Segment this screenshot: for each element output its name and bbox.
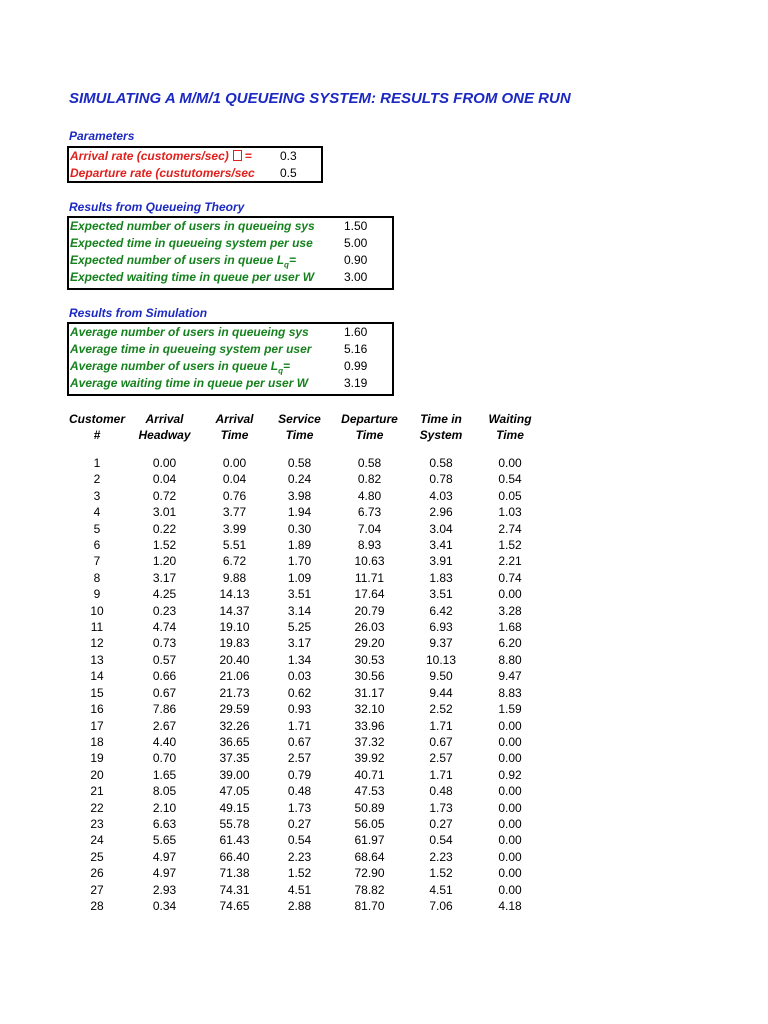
- table-row: [67, 701, 545, 717]
- theory-value-2: 0.90: [344, 253, 368, 267]
- cell-arrival-headway: 0.67: [152, 685, 177, 700]
- cell-time-in-system: 7.06: [429, 898, 453, 913]
- cell-departure-time: 72.90: [354, 866, 385, 881]
- cell-departure-time: 32.10: [354, 702, 385, 717]
- cell-arrival-headway: 5.65: [152, 833, 177, 848]
- table-row: [67, 718, 545, 734]
- cell-service-time: 0.27: [287, 816, 312, 831]
- cell-customer: 19: [90, 751, 104, 766]
- page-title: SIMULATING A M/M/1 QUEUEING SYSTEM: RESULTS FROM ONE RUN: [69, 90, 571, 107]
- cell-waiting-time: 1.52: [498, 538, 522, 553]
- table-row: [67, 586, 545, 602]
- simulation-row: [69, 358, 392, 375]
- cell-arrival-headway: 0.34: [152, 898, 177, 913]
- cell-waiting-time: 0.00: [498, 718, 522, 733]
- cell-arrival-time: 3.77: [222, 505, 247, 520]
- cell-arrival-time: 5.51: [222, 538, 247, 553]
- cell-time-in-system: 4.51: [429, 882, 453, 897]
- cell-time-in-system: 9.44: [429, 685, 453, 700]
- cell-departure-time: 6.73: [357, 505, 382, 520]
- cell-arrival-time: 32.26: [219, 718, 250, 733]
- cell-service-time: 4.51: [287, 882, 312, 897]
- theory-row: [69, 252, 392, 269]
- cell-service-time: 0.48: [287, 784, 312, 799]
- header-waiting-time-line: Waiting: [488, 412, 532, 426]
- cell-customer: 2: [93, 472, 101, 487]
- cell-service-time: 1.71: [287, 718, 312, 733]
- theory-value-3: 3.00: [344, 270, 368, 284]
- cell-departure-time: 81.70: [354, 898, 385, 913]
- cell-time-in-system: 1.73: [429, 800, 453, 815]
- cell-arrival-headway: 1.20: [152, 554, 177, 569]
- cell-customer: 18: [90, 734, 104, 749]
- cell-arrival-headway: 4.97: [152, 849, 177, 864]
- cell-departure-time: 68.64: [354, 849, 385, 864]
- cell-waiting-time: 0.00: [498, 866, 522, 881]
- cell-waiting-time: 0.00: [498, 800, 522, 815]
- table-row: [67, 521, 545, 537]
- cell-departure-time: 50.89: [354, 800, 385, 815]
- table-row: [67, 783, 545, 799]
- arrival-rate-equals: =: [244, 149, 252, 163]
- table-row: [67, 603, 545, 619]
- cell-service-time: 3.14: [287, 603, 312, 618]
- cell-customer: 10: [90, 603, 104, 618]
- cell-time-in-system: 9.50: [429, 669, 453, 684]
- cell-service-time: 0.30: [287, 521, 312, 536]
- cell-waiting-time: 0.00: [498, 816, 522, 831]
- cell-customer: 15: [90, 685, 104, 700]
- cell-service-time: 2.23: [287, 849, 312, 864]
- cell-customer: 16: [90, 702, 104, 717]
- cell-arrival-time: 66.40: [219, 849, 250, 864]
- header-waiting-time: [475, 411, 545, 455]
- header-waiting-time-line: Time: [496, 428, 524, 442]
- table-header-row: [67, 411, 545, 455]
- cell-departure-time: 37.32: [354, 734, 385, 749]
- table-row: [67, 816, 545, 832]
- cell-time-in-system: 0.58: [429, 456, 453, 470]
- cell-customer: 14: [90, 669, 104, 684]
- header-arrival-time: [202, 411, 267, 455]
- cell-customer: 27: [90, 882, 104, 897]
- cell-customer: 17: [90, 718, 104, 733]
- cell-departure-time: 78.82: [354, 882, 385, 897]
- cell-service-time: 1.73: [287, 800, 312, 815]
- cell-time-in-system: 3.04: [429, 521, 453, 536]
- cell-time-in-system: 2.52: [429, 702, 453, 717]
- cell-arrival-headway: 3.17: [152, 570, 177, 585]
- cell-time-in-system: 4.03: [429, 488, 453, 503]
- simulation-value-1: 5.16: [344, 342, 368, 356]
- cell-waiting-time: 0.00: [498, 833, 522, 848]
- header-time-in-system-line: Time in: [420, 412, 462, 426]
- table-row: [67, 553, 545, 569]
- header-arrival-time-line: Time: [220, 428, 249, 442]
- cell-arrival-headway: 6.63: [152, 816, 177, 831]
- header-departure-time-line: Departure: [341, 412, 398, 426]
- cell-arrival-time: 49.15: [219, 800, 250, 815]
- theory-row: [69, 218, 392, 235]
- cell-time-in-system: 2.57: [429, 751, 453, 766]
- cell-departure-time: 11.71: [354, 570, 385, 585]
- table-row: [67, 882, 545, 898]
- simulation-row: [69, 324, 392, 341]
- cell-arrival-headway: 0.00: [152, 456, 177, 470]
- cell-arrival-headway: 4.74: [152, 620, 177, 635]
- theory-label-2-suffix: =: [288, 253, 296, 267]
- cell-service-time: 0.62: [287, 685, 312, 700]
- cell-departure-time: 7.04: [357, 521, 382, 536]
- cell-arrival-time: 21.73: [219, 685, 250, 700]
- cell-service-time: 2.88: [287, 898, 312, 913]
- cell-arrival-time: 55.78: [219, 816, 250, 831]
- cell-service-time: 1.94: [287, 505, 312, 520]
- cell-waiting-time: 6.20: [498, 636, 522, 651]
- cell-departure-time: 29.20: [354, 636, 385, 651]
- cell-arrival-headway: 1.52: [152, 538, 177, 553]
- cell-time-in-system: 6.93: [429, 620, 453, 635]
- cell-customer: 21: [90, 784, 104, 799]
- header-departure-time: [332, 411, 407, 455]
- cell-departure-time: 40.71: [354, 767, 385, 782]
- header-arrival-headway: [127, 411, 202, 455]
- cell-arrival-headway: 4.25: [152, 587, 177, 602]
- theory-row: [69, 269, 392, 286]
- cell-customer: 4: [93, 505, 101, 520]
- cell-arrival-headway: 0.23: [152, 603, 177, 618]
- cell-departure-time: 0.82: [357, 472, 382, 487]
- cell-arrival-time: 19.10: [219, 620, 250, 635]
- table-row: [67, 471, 545, 487]
- cell-arrival-headway: 0.73: [152, 636, 177, 651]
- theory-label: Results from Queueing Theory: [69, 200, 245, 214]
- cell-arrival-time: 21.06: [219, 669, 250, 684]
- simulation-row: [69, 341, 392, 358]
- cell-time-in-system: 1.71: [429, 767, 453, 782]
- cell-waiting-time: 8.80: [498, 652, 522, 667]
- header-time-in-system: [407, 411, 475, 455]
- cell-customer: 3: [93, 488, 101, 503]
- cell-service-time: 5.25: [287, 620, 312, 635]
- cell-service-time: 2.57: [287, 751, 312, 766]
- cell-arrival-time: 29.59: [219, 702, 250, 717]
- cell-arrival-time: 47.05: [219, 784, 250, 799]
- simulation-label-2-suffix: =: [282, 359, 290, 373]
- cell-waiting-time: 0.74: [498, 570, 522, 585]
- cell-departure-time: 33.96: [354, 718, 385, 733]
- table-row: [67, 619, 545, 635]
- table-body: [67, 455, 545, 914]
- simulation-label-1: Average time in queueing system per user: [70, 342, 312, 356]
- cell-waiting-time: 0.05: [498, 488, 522, 503]
- theory-row: [69, 235, 392, 252]
- cell-customer: 6: [93, 538, 101, 553]
- cell-time-in-system: 3.91: [429, 554, 453, 569]
- cell-service-time: 0.79: [287, 767, 312, 782]
- cell-time-in-system: 0.78: [429, 472, 453, 487]
- cell-customer: 12: [90, 636, 104, 651]
- cell-arrival-headway: 0.22: [152, 521, 177, 536]
- cell-customer: 13: [90, 652, 104, 667]
- header-departure-time-line: Time: [355, 428, 384, 442]
- table-row: [67, 652, 545, 668]
- departure-rate-value: 0.5: [280, 166, 297, 180]
- cell-waiting-time: 0.00: [498, 751, 522, 766]
- cell-arrival-headway: 0.72: [152, 488, 177, 503]
- cell-arrival-headway: 4.97: [152, 866, 177, 881]
- cell-time-in-system: 3.51: [429, 587, 453, 602]
- table-row: [67, 865, 545, 881]
- header-customer-line: #: [93, 428, 101, 442]
- simulation-label-0: Average number of users in queueing sys: [70, 325, 309, 339]
- cell-service-time: 0.93: [287, 702, 312, 717]
- table-row: [67, 898, 545, 914]
- header-service-time-line: Time: [285, 428, 314, 442]
- cell-arrival-time: 20.40: [219, 652, 250, 667]
- parameters-label: Parameters: [69, 129, 135, 143]
- simulation-box: [67, 322, 394, 396]
- theory-label-0: Expected number of users in queueing sys: [70, 219, 315, 233]
- cell-arrival-headway: 0.66: [152, 669, 177, 684]
- cell-time-in-system: 0.27: [429, 816, 453, 831]
- cell-customer: 9: [93, 587, 101, 602]
- cell-customer: 1: [93, 456, 101, 470]
- cell-waiting-time: 2.21: [498, 554, 522, 569]
- cell-waiting-time: 0.00: [498, 456, 522, 470]
- cell-waiting-time: 0.92: [498, 767, 522, 782]
- cell-customer: 28: [90, 898, 104, 913]
- cell-arrival-time: 37.35: [219, 751, 250, 766]
- simulation-label-2: Average number of users in queue L: [70, 359, 279, 373]
- table-row: [67, 767, 545, 783]
- cell-departure-time: 26.03: [354, 620, 385, 635]
- table-row: [67, 800, 545, 816]
- cell-service-time: 0.58: [287, 456, 312, 470]
- theory-label-3: Expected waiting time in queue per user W: [70, 270, 315, 284]
- cell-service-time: 0.03: [287, 669, 312, 684]
- simulation-row: [69, 375, 392, 392]
- cell-time-in-system: 9.37: [429, 636, 453, 651]
- arrival-rate-row: [69, 148, 321, 165]
- cell-arrival-time: 74.31: [219, 882, 250, 897]
- cell-time-in-system: 3.41: [429, 538, 453, 553]
- simulation-value-0: 1.60: [344, 325, 368, 339]
- table-row: [67, 750, 545, 766]
- cell-waiting-time: 1.03: [498, 505, 522, 520]
- lambda-symbol-icon: [233, 150, 242, 161]
- cell-customer: 24: [90, 833, 104, 848]
- arrival-rate-label: Arrival rate (customers/sec): [70, 149, 229, 163]
- cell-customer: 7: [93, 554, 101, 569]
- cell-service-time: 3.51: [287, 587, 312, 602]
- header-customer-line: Customer: [68, 412, 125, 426]
- cell-waiting-time: 2.74: [498, 521, 522, 536]
- cell-arrival-headway: 2.10: [152, 800, 177, 815]
- arrival-rate-value: 0.3: [280, 149, 297, 163]
- header-service-time-line: Service: [278, 412, 321, 426]
- cell-waiting-time: 1.68: [498, 620, 522, 635]
- cell-departure-time: 17.64: [354, 587, 385, 602]
- cell-arrival-time: 36.65: [219, 734, 250, 749]
- table-row: [67, 488, 545, 504]
- cell-arrival-time: 61.43: [219, 833, 250, 848]
- table-row: [67, 685, 545, 701]
- cell-departure-time: 47.53: [354, 784, 385, 799]
- cell-waiting-time: 0.00: [498, 784, 522, 799]
- header-arrival-headway-line: Arrival: [145, 412, 184, 426]
- cell-service-time: 1.52: [287, 866, 312, 881]
- cell-departure-time: 31.17: [354, 685, 385, 700]
- cell-service-time: 1.89: [287, 538, 312, 553]
- table-row: [67, 849, 545, 865]
- cell-departure-time: 10.63: [354, 554, 385, 569]
- cell-arrival-time: 39.00: [219, 767, 250, 782]
- cell-customer: 26: [90, 866, 104, 881]
- header-service-time: [267, 411, 332, 455]
- header-arrival-headway-line: Headway: [138, 428, 191, 442]
- theory-value-1: 5.00: [344, 236, 368, 250]
- simulation-label-2-sub: q: [278, 366, 283, 376]
- cell-arrival-time: 3.99: [222, 521, 247, 536]
- cell-departure-time: 0.58: [357, 456, 382, 470]
- cell-waiting-time: 0.00: [498, 882, 522, 897]
- cell-service-time: 1.34: [287, 652, 312, 667]
- header-time-in-system-line: System: [419, 428, 463, 442]
- departure-rate-row: [69, 165, 321, 182]
- cell-service-time: 0.54: [287, 833, 312, 848]
- cell-service-time: 3.98: [287, 488, 312, 503]
- cell-waiting-time: 0.00: [498, 587, 522, 602]
- cell-waiting-time: 0.00: [498, 734, 522, 749]
- cell-arrival-headway: 2.93: [152, 882, 177, 897]
- cell-time-in-system: 2.23: [429, 849, 453, 864]
- cell-arrival-time: 0.00: [222, 456, 247, 470]
- cell-time-in-system: 1.83: [429, 570, 453, 585]
- cell-departure-time: 61.97: [354, 833, 385, 848]
- header-arrival-time-line: Arrival: [215, 412, 254, 426]
- cell-customer: 11: [90, 620, 104, 635]
- cell-waiting-time: 0.00: [498, 849, 522, 864]
- header-customer: [67, 411, 127, 455]
- simulation-label-3: Average waiting time in queue per user W: [70, 376, 309, 390]
- theory-box: [67, 216, 394, 290]
- cell-departure-time: 8.93: [357, 538, 382, 553]
- cell-departure-time: 4.80: [357, 488, 382, 503]
- simulation-value-2: 0.99: [344, 359, 368, 373]
- cell-waiting-time: 3.28: [498, 603, 522, 618]
- cell-time-in-system: 6.42: [429, 603, 453, 618]
- cell-time-in-system: 1.52: [429, 866, 453, 881]
- cell-waiting-time: 0.54: [498, 472, 522, 487]
- table-row: [67, 570, 545, 586]
- cell-customer: 22: [90, 800, 104, 815]
- cell-customer: 8: [93, 570, 101, 585]
- cell-customer: 5: [93, 521, 101, 536]
- cell-departure-time: 30.56: [354, 669, 385, 684]
- cell-arrival-time: 6.72: [222, 554, 247, 569]
- cell-departure-time: 30.53: [354, 652, 385, 667]
- cell-departure-time: 56.05: [354, 816, 385, 831]
- cell-service-time: 0.24: [287, 472, 312, 487]
- cell-waiting-time: 8.83: [498, 685, 522, 700]
- cell-arrival-time: 19.83: [219, 636, 250, 651]
- cell-waiting-time: 9.47: [498, 669, 522, 684]
- cell-waiting-time: 4.18: [498, 898, 522, 913]
- simulation-value-3: 3.19: [344, 376, 368, 390]
- cell-arrival-time: 14.13: [219, 587, 250, 602]
- cell-customer: 23: [90, 816, 104, 831]
- simulation-label: Results from Simulation: [69, 306, 208, 320]
- cell-customer: 25: [90, 849, 104, 864]
- cell-service-time: 0.67: [287, 734, 312, 749]
- cell-service-time: 3.17: [287, 636, 312, 651]
- cell-arrival-headway: 7.86: [152, 702, 177, 717]
- table-row: [67, 455, 545, 471]
- cell-time-in-system: 0.67: [429, 734, 453, 749]
- cell-arrival-time: 14.37: [219, 603, 250, 618]
- cell-departure-time: 20.79: [354, 603, 385, 618]
- cell-arrival-headway: 0.57: [152, 652, 177, 667]
- cell-service-time: 1.70: [287, 554, 312, 569]
- theory-label-1: Expected time in queueing system per use: [70, 236, 313, 250]
- cell-service-time: 1.09: [287, 570, 312, 585]
- cell-arrival-time: 0.04: [222, 472, 247, 487]
- table-row: [67, 635, 545, 651]
- parameters-box: [67, 146, 323, 183]
- cell-waiting-time: 1.59: [498, 702, 522, 717]
- table-row: [67, 504, 545, 520]
- cell-time-in-system: 2.96: [429, 505, 453, 520]
- cell-customer: 20: [90, 767, 104, 782]
- cell-time-in-system: 0.48: [429, 784, 453, 799]
- cell-arrival-time: 9.88: [222, 570, 247, 585]
- cell-arrival-headway: 0.04: [152, 472, 177, 487]
- cell-arrival-headway: 3.01: [152, 505, 177, 520]
- cell-departure-time: 39.92: [354, 751, 385, 766]
- table-row: [67, 668, 545, 684]
- table-row: [67, 537, 545, 553]
- cell-arrival-headway: 0.70: [152, 751, 177, 766]
- cell-arrival-headway: 2.67: [152, 718, 177, 733]
- simulation-results-table: [67, 411, 545, 914]
- theory-label-2-sub: q: [284, 260, 289, 270]
- table-row: [67, 734, 545, 750]
- cell-time-in-system: 1.71: [429, 718, 453, 733]
- cell-arrival-time: 71.38: [219, 866, 250, 881]
- cell-arrival-headway: 4.40: [152, 734, 177, 749]
- cell-arrival-headway: 8.05: [152, 784, 177, 799]
- table-row: [67, 832, 545, 848]
- cell-time-in-system: 0.54: [429, 833, 453, 848]
- cell-arrival-time: 0.76: [222, 488, 247, 503]
- theory-value-0: 1.50: [344, 219, 368, 233]
- cell-arrival-time: 74.65: [219, 898, 250, 913]
- departure-rate-label: Departure rate (custutomers/sec: [70, 166, 255, 180]
- cell-time-in-system: 10.13: [425, 652, 457, 667]
- theory-label-2: Expected number of users in queue L: [70, 253, 285, 267]
- cell-arrival-headway: 1.65: [152, 767, 177, 782]
